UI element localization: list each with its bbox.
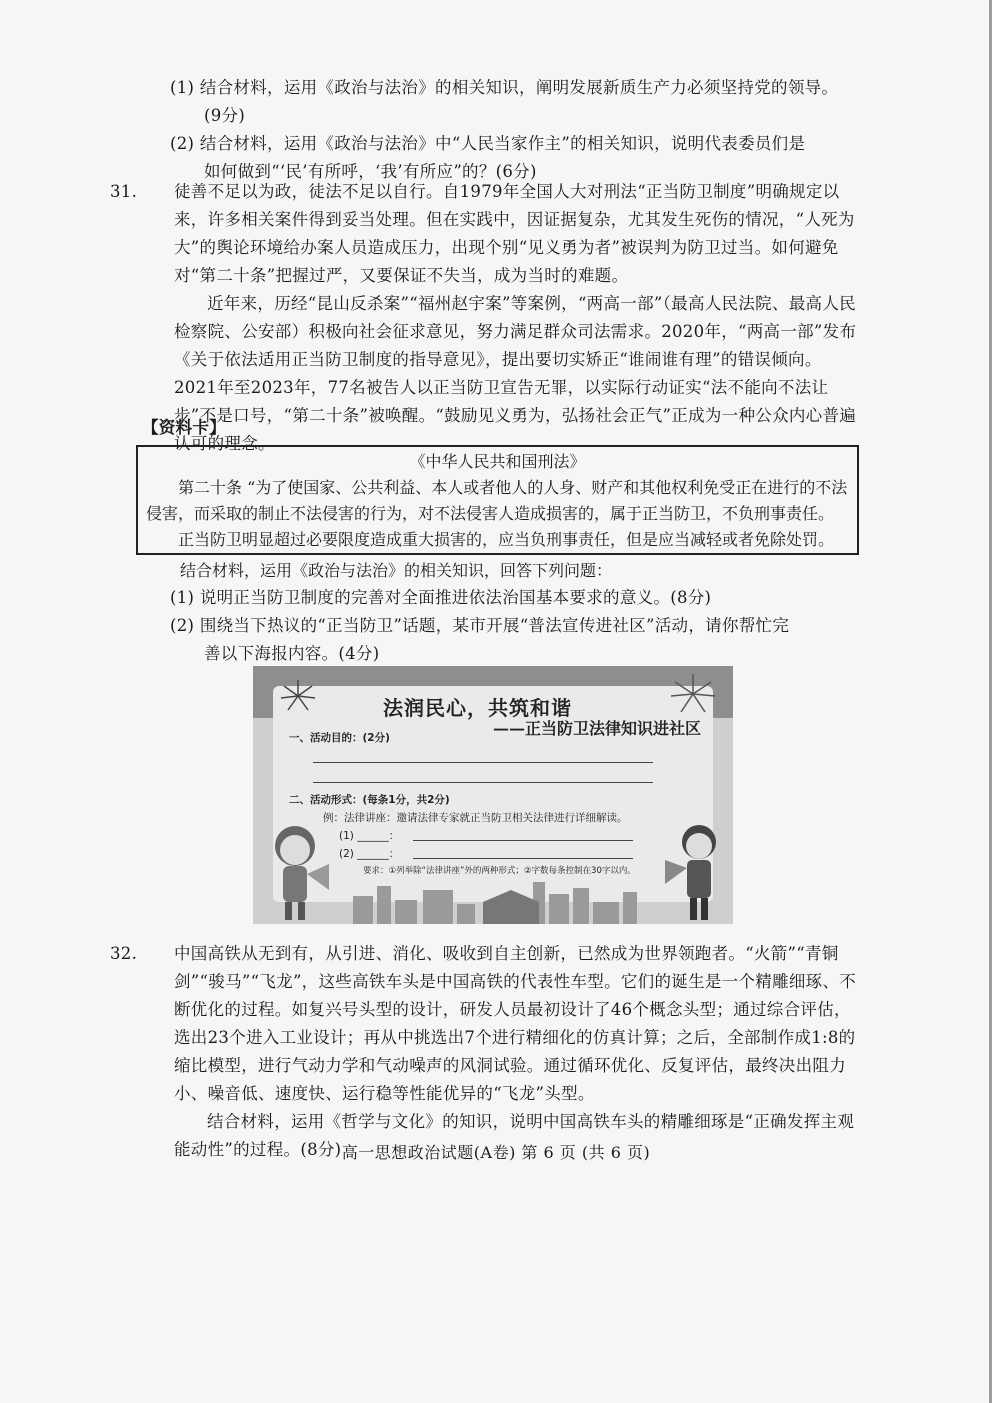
q32-question: 结合材料，运用《哲学与文化》的知识，说明中国高铁车头的精雕细琢是“正确发挥主观能动性”的过程。(8分): [174, 1112, 855, 1159]
card-article-p2: 正当防卫明显超过必要限度造成重大损害的，应当负刑事责任，但是应当减轻或者免除处罚。: [178, 530, 835, 549]
poster-note: 要求：①列举除“法律讲座”外的两种形式；②字数每条控制在30字以内。: [363, 866, 636, 876]
card-title: 《中华人民共和国刑法》: [409, 452, 586, 471]
girl-megaphone-illustration: [255, 816, 345, 924]
q31-sub2-line2: 善以下海报内容。(4分): [204, 644, 380, 663]
data-card-label: 【资料卡】: [142, 418, 226, 437]
q30-sub1-line1: (1) 结合材料，运用《政治与法治》的相关知识，阐明发展新质生产力必须坚持党的领导。: [170, 78, 839, 97]
card-article-p1: 第二十条 “为了使国家、公共利益、本人或者他人的人身、财产和其他权利免受正在进行的不法侵害，而采取的制止不法侵害的行为，对不法侵害人造成损害的，属于正当防卫，不负刑事责任。: [146, 478, 848, 523]
answer-line: [313, 782, 653, 783]
answer-line: [313, 762, 653, 763]
poster-subtitle: ——正当防卫法律知识进社区: [493, 719, 702, 738]
poster-section-purpose: 一、活动目的：(2分): [289, 732, 390, 744]
city-skyline-illustration: [353, 876, 653, 924]
q31-para1-text: 徒善不足以为政，徒法不足以自行。自1979年全国人大对刑法“正当防卫制度”明确规定以来，许多相关案件得到妥当处理。但在实践中，因证据复杂，尤其发生死伤的情况，“人死为大”的舆论环境给办案人员造成压力，出现个别“见义勇为者”被误判为防卫过当。如何避免对“第二十条”把握过严，又要保证不失当，成为当时的难题。: [174, 182, 855, 285]
poster-image: [253, 666, 733, 924]
q31-sub2-line1: (2) 围绕当下热议的“正当防卫”话题，某市开展“普法宣传进社区”活动，请你帮忙完: [170, 616, 790, 635]
q32-para1: [110, 940, 862, 1108]
q31-para1: [110, 178, 862, 290]
page-footer: 高一思想政治试题(A卷) 第 6 页 (共 6 页): [341, 1143, 651, 1162]
poster-item-1: (1) ______：: [339, 830, 400, 842]
q32-number: 32.: [110, 944, 138, 963]
firework-icon: [663, 670, 723, 718]
q31-material: [110, 178, 862, 458]
q31-number: 31.: [110, 182, 138, 201]
q31-para2: 近年来，历经“昆山反杀案”“福州赵宇案”等案例，“两高一部”（最高人民法院、最高人民检察院、公安部）积极向社会征求意见，努力满足群众司法需求。2020年，“两高一部”发布《关于依法适用正当防卫制度的指导意见》，提出要切实矫正“谁闹谁有理”的错误倾向。2021年至2023年，77名被告人以正当防卫宣告无罪，以实际行动证实“法不能向不法让步”不是口号，“第二十条”被唤醒。“鼓励见义勇为，弘扬社会正气”正成为一种公众内心普遍认可的理念。: [174, 294, 857, 453]
poster-example: 例：法律讲座：邀请法律专家就正当防卫相关法律进行详细解读。: [323, 812, 628, 824]
answer-line: [413, 840, 633, 841]
answer-line: [413, 858, 633, 859]
q31-sub1: (1) 说明正当防卫制度的完善对全面推进依法治国基本要求的意义。(8分): [170, 588, 712, 607]
q30-sub2-line2: 如何做到“‘民’有所呼，‘我’有所应”的？(6分): [204, 162, 537, 181]
q30-sub1-line2: (9分): [204, 106, 246, 125]
poster-title: 法润民心，共筑和谐: [383, 696, 572, 720]
boy-megaphone-illustration: [653, 816, 733, 924]
q30-sub1: [170, 74, 870, 130]
q32-para1-text: 中国高铁从无到有，从引进、消化、吸收到自主创新，已然成为世界领跑者。“火箭”“青铜剑”“骏马”“飞龙”，这些高铁车头是中国高铁的代表性车型。它们的诞生是一个精雕细琢、不断优化的过程。如复兴号头型的设计，研发人员最初设计了46个概念头型；通过综合评估，选出23个进入工业设计；再从中挑选出7个进行精细化的仿真计算；之后，全部制作成1:8的缩比模型，进行气动力学和气动噪声的风洞试验。通过循环优化、反复评估，最终决出阻力小、噪音低、速度快、运行稳等性能优异的“飞龙”头型。: [174, 944, 857, 1103]
q31-sub2: [170, 612, 870, 668]
firework-icon: [273, 676, 323, 716]
data-card: [136, 445, 859, 555]
poster-item-2: (2) ______：: [339, 848, 400, 860]
q32-material: [110, 940, 862, 1164]
q30-sub2-line1: (2) 结合材料，运用《政治与法治》中“人民当家作主”的相关知识，说明代表委员们是: [170, 134, 806, 153]
q31-prompt: 结合材料，运用《政治与法治》的相关知识，回答下列问题：: [180, 561, 613, 580]
poster-section-format: 二、活动形式：(每条1分，共2分): [289, 794, 450, 806]
